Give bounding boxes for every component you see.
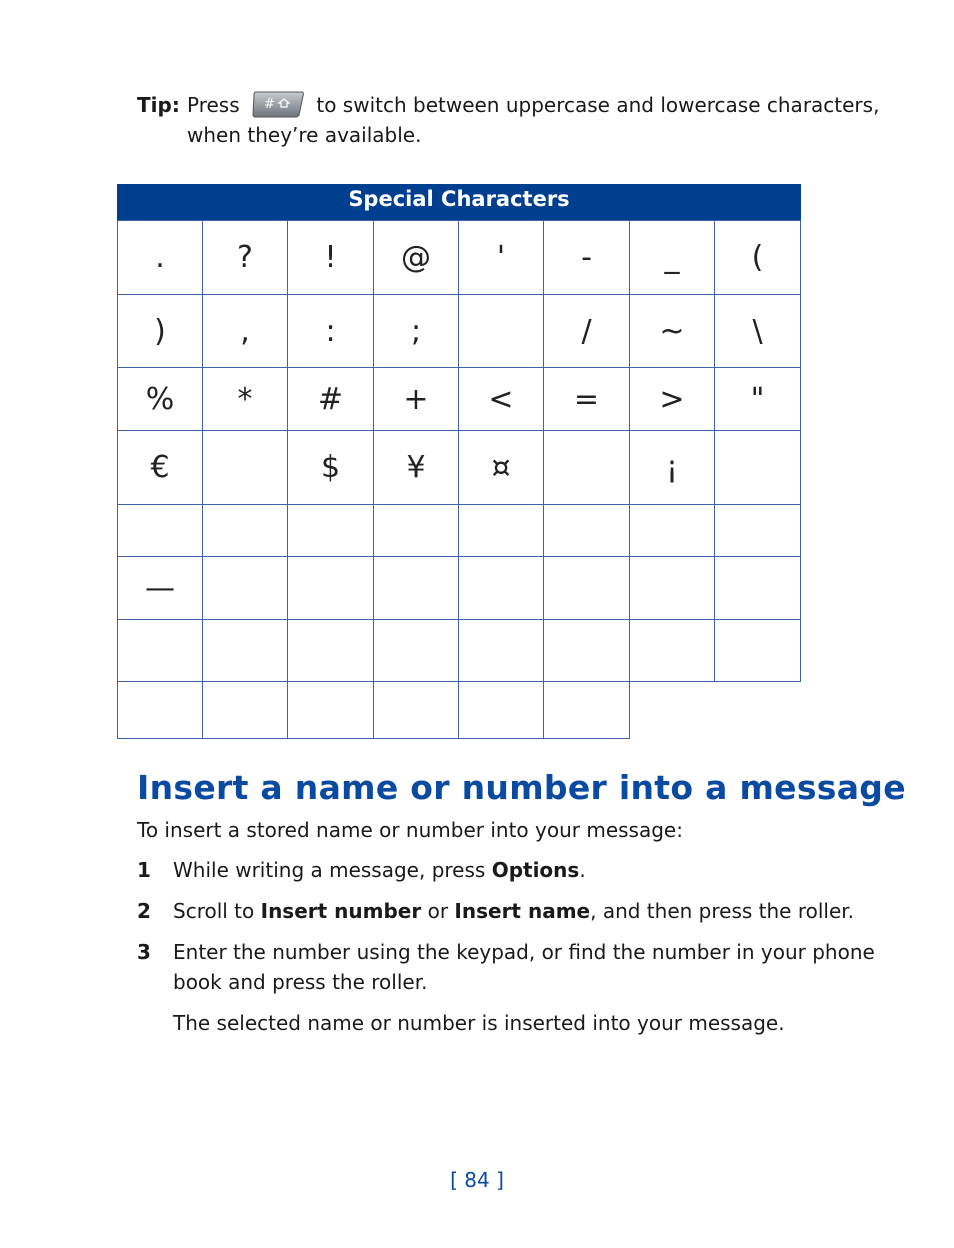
char-cell: ? xyxy=(202,220,288,295)
char-cell xyxy=(629,504,715,557)
table-title: Special Characters xyxy=(117,184,801,220)
char-cell: \ xyxy=(714,294,801,368)
char-cell xyxy=(117,681,203,739)
char-cell xyxy=(543,430,630,505)
char-cell xyxy=(629,619,715,682)
char-cell: $ xyxy=(287,430,374,505)
char-cell: % xyxy=(117,367,203,431)
char-cell xyxy=(287,504,374,557)
tip-press-text: Press xyxy=(187,93,240,117)
char-cell: . xyxy=(117,220,203,295)
char-cell: ~ xyxy=(629,294,715,368)
tip-line-2: when they’re available. xyxy=(187,123,422,147)
char-cell: < xyxy=(458,367,544,431)
char-cell xyxy=(373,504,459,557)
result-text: The selected name or number is inserted into your message. xyxy=(173,1011,785,1035)
tip-after-key-text: to switch between uppercase and lowercase characters, xyxy=(316,93,880,117)
char-cell: # xyxy=(287,367,374,431)
svg-text:#: # xyxy=(264,96,275,112)
tip-line-1 xyxy=(187,90,879,121)
char-cell xyxy=(202,556,288,620)
char-cell: € xyxy=(117,430,203,505)
char-cell xyxy=(543,504,630,557)
char-cell xyxy=(458,504,544,557)
char-cell: @ xyxy=(373,220,459,295)
char-cell xyxy=(373,619,459,682)
char-cell xyxy=(458,681,544,739)
char-cell xyxy=(543,681,630,739)
char-cell: ¥ xyxy=(373,430,459,505)
step-1-text: While writing a message, press Options. xyxy=(173,858,586,882)
char-cell xyxy=(117,619,203,682)
char-cell xyxy=(458,556,544,620)
char-cell: ) xyxy=(117,294,203,368)
char-cell: - xyxy=(543,220,630,295)
section-intro: To insert a stored name or number into your message: xyxy=(137,818,683,842)
section-heading: Insert a name or number into a message xyxy=(137,768,906,807)
char-cell xyxy=(373,681,459,739)
char-cell: ( xyxy=(714,220,801,295)
char-cell xyxy=(714,430,801,505)
step-number: 1 xyxy=(137,858,151,882)
char-cell xyxy=(543,619,630,682)
tip-label: Tip: xyxy=(137,93,180,117)
char-cell: ; xyxy=(373,294,459,368)
char-cell: ¡ xyxy=(629,430,715,505)
char-cell xyxy=(458,619,544,682)
char-cell xyxy=(629,556,715,620)
char-cell: : xyxy=(287,294,374,368)
char-cell: ¤ xyxy=(458,430,544,505)
char-cell xyxy=(458,294,544,368)
char-cell: ' xyxy=(458,220,544,295)
char-cell xyxy=(202,504,288,557)
char-cell xyxy=(202,681,288,739)
char-cell xyxy=(714,504,801,557)
char-cell xyxy=(202,430,288,505)
hash-key-icon xyxy=(252,90,304,118)
char-cell xyxy=(714,556,801,620)
step-3-line-1: Enter the number using the keypad, or find the number in your phone xyxy=(173,940,875,964)
step-number: 3 xyxy=(137,940,151,964)
char-cell xyxy=(373,556,459,620)
char-cell xyxy=(117,504,203,557)
char-cell: + xyxy=(373,367,459,431)
char-cell xyxy=(543,556,630,620)
char-cell xyxy=(714,619,801,682)
page-number: [ 84 ] xyxy=(450,1168,504,1192)
char-cell: — xyxy=(117,556,203,620)
step-3-line-2: book and press the roller. xyxy=(173,970,428,994)
char-cell: = xyxy=(543,367,630,431)
char-cell xyxy=(287,681,374,739)
char-cell: > xyxy=(629,367,715,431)
step-number: 2 xyxy=(137,899,151,923)
char-cell xyxy=(287,619,374,682)
char-cell xyxy=(202,619,288,682)
char-cell: ! xyxy=(287,220,374,295)
step-2-text: Scroll to Insert number or Insert name, and then press the roller. xyxy=(173,899,855,923)
char-cell: , xyxy=(202,294,288,368)
char-cell: _ xyxy=(629,220,715,295)
char-cell: * xyxy=(202,367,288,431)
char-cell: " xyxy=(714,367,801,431)
char-cell xyxy=(287,556,374,620)
char-cell: / xyxy=(543,294,630,368)
